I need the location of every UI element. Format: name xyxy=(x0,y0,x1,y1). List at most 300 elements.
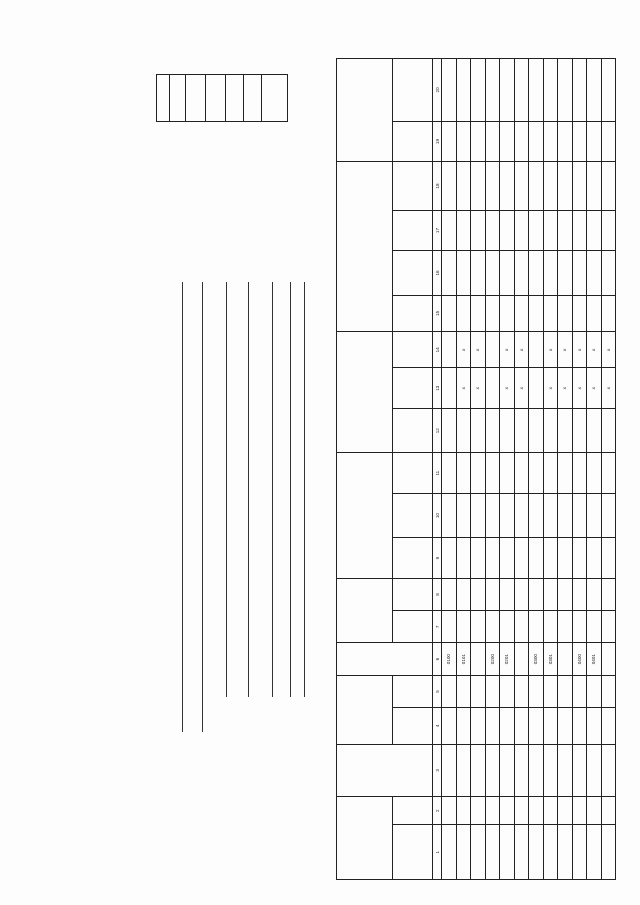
table-cell xyxy=(485,368,500,408)
table-cell xyxy=(485,825,500,880)
table-cell xyxy=(456,538,471,578)
fill-line xyxy=(226,282,227,697)
col-number: 3 xyxy=(433,744,442,797)
table-cell xyxy=(572,744,587,797)
table-cell xyxy=(471,408,486,452)
table-cell: x xyxy=(500,332,515,368)
col-number: 9 xyxy=(433,538,442,578)
table-cell xyxy=(572,675,587,707)
table-row xyxy=(442,59,457,880)
header-cell xyxy=(337,59,393,162)
table-cell: x xyxy=(514,368,529,408)
table-cell xyxy=(514,708,529,744)
col-number: 11 xyxy=(433,453,442,493)
table-cell xyxy=(601,59,616,122)
table-cell: x xyxy=(500,368,515,408)
table-cell xyxy=(456,825,471,880)
col-number: 2 xyxy=(433,797,442,825)
table-cell xyxy=(514,675,529,707)
table-header-row xyxy=(337,59,393,880)
col-number: 4 xyxy=(433,708,442,744)
table-cell: x xyxy=(456,368,471,408)
table-cell xyxy=(601,121,616,161)
table-cell xyxy=(558,453,573,493)
table-cell xyxy=(558,643,573,675)
table-cell xyxy=(529,408,544,452)
col-number: 20 xyxy=(433,59,442,122)
table-cell xyxy=(558,611,573,643)
header-cell xyxy=(337,453,393,578)
table-cell xyxy=(572,295,587,331)
table-cell xyxy=(485,408,500,452)
table-cell xyxy=(456,162,471,211)
table-cell xyxy=(587,453,602,493)
table-cell xyxy=(471,59,486,122)
table-cell xyxy=(543,578,558,610)
table-cell xyxy=(529,162,544,211)
table-cell xyxy=(587,538,602,578)
table-cell xyxy=(456,675,471,707)
fill-line xyxy=(202,282,203,732)
table-cell xyxy=(558,493,573,537)
table-cell: 0400 xyxy=(572,643,587,675)
table-cell xyxy=(442,675,457,707)
header-cell xyxy=(393,332,433,368)
table-cell: x xyxy=(471,368,486,408)
table-cell: 0301 xyxy=(543,643,558,675)
table-cell xyxy=(529,121,544,161)
table-cell: x xyxy=(572,368,587,408)
table-cell xyxy=(572,611,587,643)
table-row xyxy=(500,59,515,880)
table-row xyxy=(471,59,486,880)
table-cell xyxy=(601,578,616,610)
table-cell xyxy=(471,825,486,880)
table-cell xyxy=(471,744,486,797)
table-cell xyxy=(500,162,515,211)
table-cell xyxy=(442,332,457,368)
table-cell: 0100 xyxy=(442,643,457,675)
fill-line xyxy=(304,282,305,697)
table-cell xyxy=(471,643,486,675)
table-cell xyxy=(529,332,544,368)
table-cell xyxy=(442,408,457,452)
table-cell xyxy=(442,368,457,408)
table-cell: x xyxy=(601,368,616,408)
table-cell: x xyxy=(587,332,602,368)
table-cell xyxy=(500,825,515,880)
table-cell xyxy=(601,643,616,675)
table-cell xyxy=(587,121,602,161)
table-cell xyxy=(442,493,457,537)
table-cell xyxy=(543,453,558,493)
header-cell xyxy=(393,162,433,211)
table-cell xyxy=(485,251,500,295)
table-cell xyxy=(543,210,558,250)
table-cell xyxy=(471,578,486,610)
table-cell xyxy=(529,797,544,825)
table-cell xyxy=(543,295,558,331)
table-cell xyxy=(529,251,544,295)
table-cell: 0401 xyxy=(587,643,602,675)
header-cell xyxy=(393,493,433,537)
header-cell xyxy=(393,611,433,643)
table-cell xyxy=(442,611,457,643)
table-cell xyxy=(471,708,486,744)
table-cell xyxy=(529,295,544,331)
table-cell xyxy=(587,162,602,211)
table-cell xyxy=(601,744,616,797)
table-cell xyxy=(442,708,457,744)
table-cell xyxy=(442,251,457,295)
table-cell xyxy=(500,453,515,493)
table-row xyxy=(456,59,471,880)
header-cell xyxy=(337,578,393,643)
table-cell xyxy=(572,59,587,122)
table-cell xyxy=(456,251,471,295)
table-cell xyxy=(529,611,544,643)
column-number-row xyxy=(433,59,442,880)
table-cell xyxy=(558,744,573,797)
table-cell xyxy=(514,408,529,452)
table-cell xyxy=(558,59,573,122)
table-cell xyxy=(572,453,587,493)
table-cell xyxy=(485,162,500,211)
table-cell xyxy=(500,578,515,610)
table-cell xyxy=(485,493,500,537)
table-cell xyxy=(587,493,602,537)
header-cell xyxy=(393,675,433,707)
table-cell xyxy=(485,708,500,744)
table-cell xyxy=(500,251,515,295)
table-cell: x xyxy=(587,368,602,408)
table-cell xyxy=(587,251,602,295)
fill-line xyxy=(272,282,273,697)
table-cell xyxy=(587,744,602,797)
table-cell xyxy=(485,332,500,368)
table-cell xyxy=(558,210,573,250)
table-cell xyxy=(456,493,471,537)
table-cell xyxy=(514,493,529,537)
table-cell xyxy=(485,675,500,707)
header-cell xyxy=(337,643,433,675)
header-cell xyxy=(337,744,433,797)
table-cell xyxy=(442,210,457,250)
table-cell xyxy=(572,162,587,211)
table-cell xyxy=(485,744,500,797)
table-cell xyxy=(442,162,457,211)
table-cell xyxy=(529,210,544,250)
table-row xyxy=(572,59,587,880)
table-cell: 0201 xyxy=(500,643,515,675)
col-number: 7 xyxy=(433,611,442,643)
table-cell xyxy=(485,210,500,250)
table-cell: x xyxy=(471,332,486,368)
table-cell xyxy=(601,162,616,211)
table-cell xyxy=(500,121,515,161)
table-cell: x xyxy=(572,332,587,368)
fill-line xyxy=(248,282,249,697)
table-cell xyxy=(529,675,544,707)
table-cell xyxy=(500,210,515,250)
table-cell xyxy=(456,210,471,250)
table-cell xyxy=(601,453,616,493)
table-cell xyxy=(500,295,515,331)
table-cell xyxy=(514,251,529,295)
header-cell xyxy=(337,797,393,880)
table-row xyxy=(485,59,500,880)
table-cell xyxy=(485,578,500,610)
table-cell xyxy=(456,797,471,825)
table-cell xyxy=(500,611,515,643)
table-cell xyxy=(442,797,457,825)
table-cell xyxy=(471,493,486,537)
table-row xyxy=(601,59,616,880)
table-cell xyxy=(572,251,587,295)
table-cell xyxy=(543,744,558,797)
table-cell xyxy=(572,538,587,578)
table-cell xyxy=(558,825,573,880)
table-cell xyxy=(572,578,587,610)
table-cell xyxy=(601,493,616,537)
col-number: 19 xyxy=(433,121,442,161)
table-cell xyxy=(543,59,558,122)
table-cell xyxy=(471,453,486,493)
col-number: 5 xyxy=(433,675,442,707)
table-cell xyxy=(514,538,529,578)
table-row xyxy=(558,59,573,880)
table-row xyxy=(587,59,602,880)
table-cell xyxy=(558,797,573,825)
table-cell xyxy=(529,453,544,493)
table-cell xyxy=(514,162,529,211)
table-cell xyxy=(587,578,602,610)
col-number: 6 xyxy=(433,643,442,675)
table-cell xyxy=(514,744,529,797)
table-cell: x xyxy=(543,332,558,368)
table-cell xyxy=(601,295,616,331)
table-cell xyxy=(572,825,587,880)
table-cell xyxy=(500,59,515,122)
table-cell xyxy=(601,538,616,578)
table-cell xyxy=(529,59,544,122)
table-cell xyxy=(514,797,529,825)
table-cell xyxy=(514,578,529,610)
header-cell xyxy=(393,59,433,122)
table-cell xyxy=(485,59,500,122)
col-number: 16 xyxy=(433,251,442,295)
table-cell xyxy=(558,295,573,331)
table-cell xyxy=(442,295,457,331)
table-cell xyxy=(601,408,616,452)
table-cell xyxy=(442,578,457,610)
table-cell xyxy=(558,538,573,578)
table-cell xyxy=(572,121,587,161)
header-cell xyxy=(393,121,433,161)
table-cell xyxy=(558,162,573,211)
table-cell xyxy=(529,708,544,744)
table-cell: 0200 xyxy=(485,643,500,675)
header-cell xyxy=(393,708,433,744)
table-cell xyxy=(514,825,529,880)
table-cell xyxy=(456,121,471,161)
table-cell xyxy=(456,744,471,797)
col-number: 17 xyxy=(433,210,442,250)
table-cell xyxy=(543,797,558,825)
table-cell xyxy=(485,121,500,161)
col-number: 15 xyxy=(433,295,442,331)
table-cell xyxy=(500,708,515,744)
table-cell xyxy=(456,611,471,643)
table-cell xyxy=(471,611,486,643)
table-cell xyxy=(456,453,471,493)
table-cell xyxy=(500,538,515,578)
codes-box xyxy=(156,74,288,122)
table-cell xyxy=(601,797,616,825)
table-cell xyxy=(442,453,457,493)
col-number: 8 xyxy=(433,578,442,610)
table-cell xyxy=(471,675,486,707)
table-body xyxy=(442,59,616,880)
header-cell xyxy=(393,408,433,452)
table-cell xyxy=(543,675,558,707)
table-cell: x xyxy=(456,332,471,368)
table-cell xyxy=(572,708,587,744)
table-cell: x xyxy=(514,332,529,368)
table-cell xyxy=(514,121,529,161)
table-cell: x xyxy=(601,332,616,368)
table-cell xyxy=(543,251,558,295)
table-cell: x xyxy=(543,368,558,408)
fill-line xyxy=(182,282,183,732)
table-cell xyxy=(543,611,558,643)
table-row xyxy=(543,59,558,880)
header-cell xyxy=(393,797,433,825)
table-cell xyxy=(456,578,471,610)
header-cell xyxy=(393,825,433,880)
table-cell xyxy=(572,408,587,452)
table-cell xyxy=(572,797,587,825)
table-cell xyxy=(500,744,515,797)
table-cell xyxy=(456,59,471,122)
table-cell xyxy=(471,121,486,161)
header-cell xyxy=(393,368,433,408)
table-cell xyxy=(500,797,515,825)
fill-line xyxy=(290,282,291,697)
table-cell xyxy=(442,825,457,880)
table-cell xyxy=(529,538,544,578)
rotated-form xyxy=(20,12,620,892)
table-cell: 0300 xyxy=(529,643,544,675)
table-cell xyxy=(543,708,558,744)
table-cell xyxy=(558,675,573,707)
table-cell xyxy=(587,408,602,452)
table-cell xyxy=(442,538,457,578)
table-cell xyxy=(543,162,558,211)
table-cell xyxy=(601,708,616,744)
table-cell xyxy=(601,251,616,295)
table-cell xyxy=(471,295,486,331)
table-cell xyxy=(442,121,457,161)
table-cell xyxy=(601,675,616,707)
table-cell xyxy=(543,538,558,578)
header-cell xyxy=(337,675,393,744)
table-cell xyxy=(529,578,544,610)
table-cell xyxy=(485,611,500,643)
table-cell xyxy=(587,675,602,707)
table-cell xyxy=(529,744,544,797)
table-cell xyxy=(471,162,486,211)
table-cell xyxy=(587,825,602,880)
table-cell: 0101 xyxy=(456,643,471,675)
col-number: 12 xyxy=(433,408,442,452)
table-cell xyxy=(442,59,457,122)
table-cell xyxy=(500,493,515,537)
table-cell xyxy=(572,493,587,537)
table-cell xyxy=(543,825,558,880)
header-cell xyxy=(393,295,433,331)
table-row xyxy=(514,59,529,880)
table-cell xyxy=(471,797,486,825)
table-cell xyxy=(543,493,558,537)
col-number: 14 xyxy=(433,332,442,368)
table-cell xyxy=(601,611,616,643)
table-cell: x xyxy=(558,332,573,368)
table-cell xyxy=(558,408,573,452)
table-cell xyxy=(558,578,573,610)
results-table xyxy=(336,58,616,880)
col-number: 10 xyxy=(433,493,442,537)
table-cell xyxy=(500,408,515,452)
table-cell xyxy=(543,121,558,161)
table-cell xyxy=(543,408,558,452)
table-cell: x xyxy=(558,368,573,408)
table-cell xyxy=(485,797,500,825)
table-cell xyxy=(456,295,471,331)
header-cell xyxy=(393,453,433,493)
table-row xyxy=(529,59,544,880)
table-cell xyxy=(485,295,500,331)
table-cell xyxy=(514,453,529,493)
header-cell xyxy=(393,251,433,295)
header-cell xyxy=(337,332,393,453)
table-cell xyxy=(558,708,573,744)
table-cell xyxy=(514,295,529,331)
table-cell xyxy=(514,611,529,643)
table-cell xyxy=(456,408,471,452)
table-cell xyxy=(471,251,486,295)
table-cell xyxy=(442,744,457,797)
table-cell xyxy=(587,708,602,744)
table-cell xyxy=(514,643,529,675)
table-cell xyxy=(587,210,602,250)
col-number: 18 xyxy=(433,162,442,211)
table-cell xyxy=(601,825,616,880)
table-cell xyxy=(485,453,500,493)
table-cell xyxy=(587,295,602,331)
table-cell xyxy=(471,538,486,578)
table-cell xyxy=(529,825,544,880)
table-cell xyxy=(514,210,529,250)
header-cell xyxy=(337,162,393,332)
col-number: 13 xyxy=(433,368,442,408)
table-cell xyxy=(587,611,602,643)
table-cell xyxy=(514,59,529,122)
table-cell xyxy=(456,708,471,744)
col-number: 1 xyxy=(433,825,442,880)
header-cell xyxy=(393,578,433,610)
header-cell xyxy=(393,210,433,250)
